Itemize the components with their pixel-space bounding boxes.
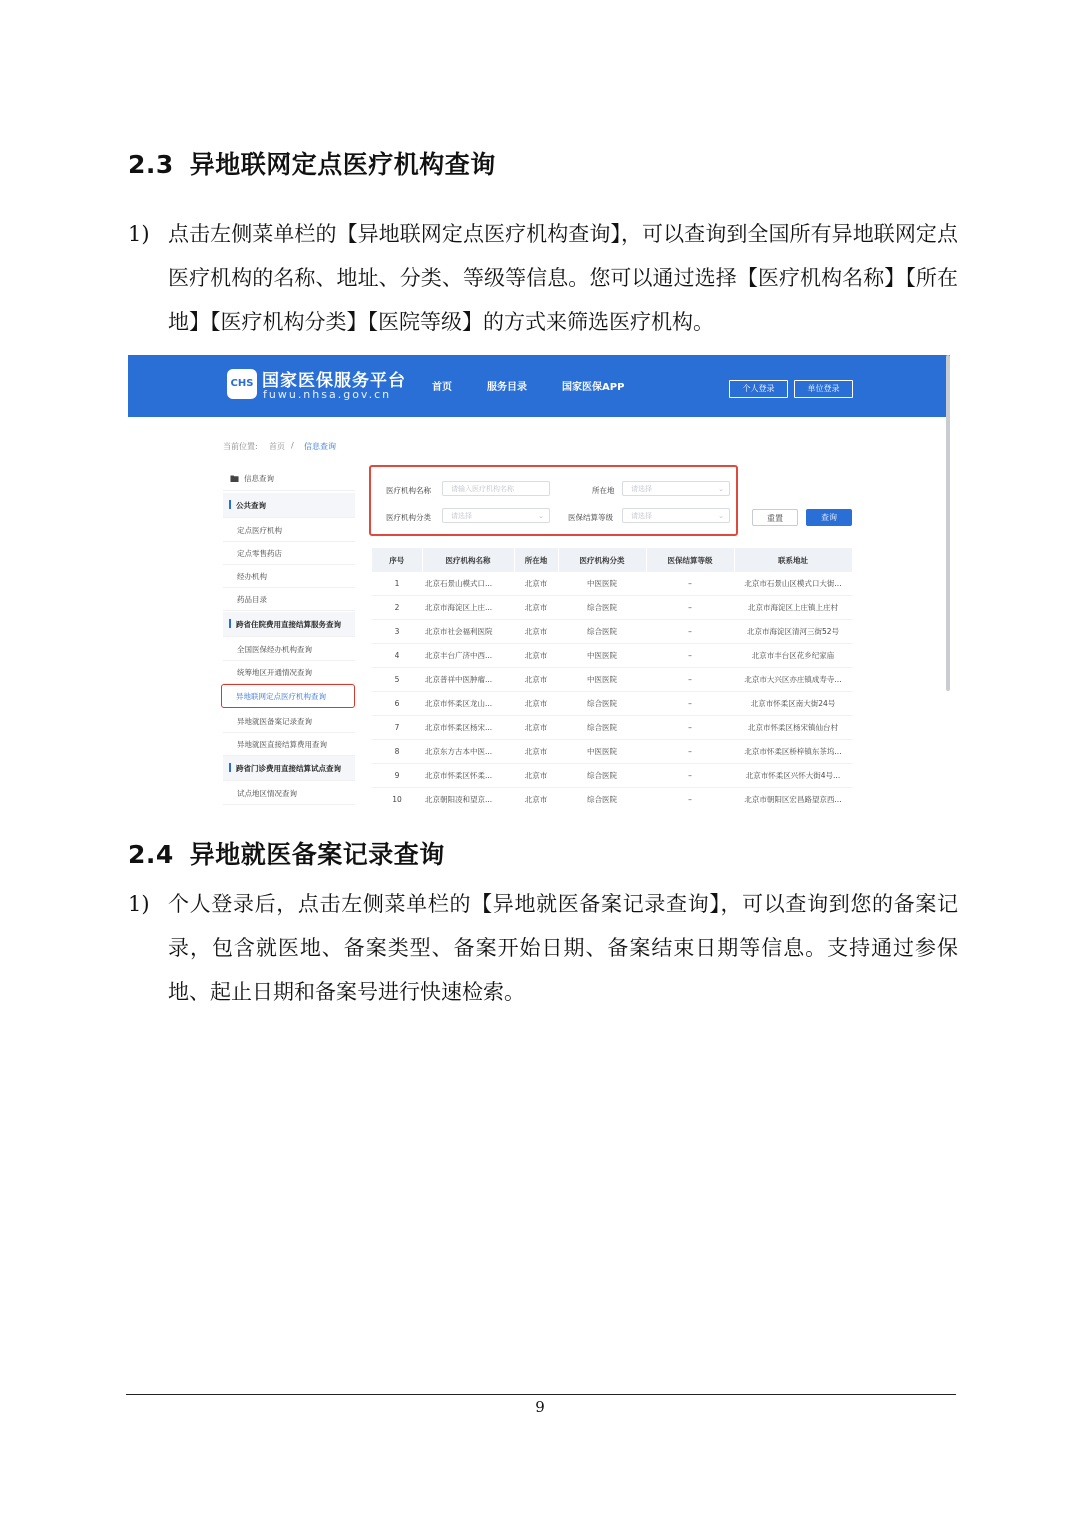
- sidebar-group-label: 跨省住院费用直接结算服务查询: [236, 620, 341, 629]
- page-number: 9: [535, 1398, 545, 1416]
- institution-name-input[interactable]: 请输入医疗机构名称: [442, 481, 550, 496]
- sidebar-item-label: 异地就医直接结算费用查询: [237, 740, 327, 749]
- table-cell: 北京市: [514, 788, 558, 806]
- breadcrumb-separator: /: [291, 441, 294, 450]
- table-cell: 7: [372, 716, 422, 740]
- sidebar-item-label: 异地就医备案记录查询: [237, 717, 312, 726]
- column-header: 医疗机构分类: [558, 548, 646, 572]
- section-heading-2-3: [128, 145, 496, 181]
- list-marker: 1): [128, 892, 150, 916]
- table-row: [372, 716, 852, 740]
- footer-rule: [126, 1394, 956, 1395]
- table-cell: 北京市: [514, 716, 558, 740]
- table-cell: 北京市: [514, 740, 558, 764]
- sidebar-item-pilot-region[interactable]: [223, 781, 355, 805]
- table-cell: 北京市怀柔区桥梓镇东茶坞...: [734, 740, 852, 764]
- list-marker: 1): [128, 222, 150, 246]
- sidebar-item-designated-pharmacy[interactable]: [223, 541, 355, 565]
- platform-title: 国家医保服务平台: [262, 371, 406, 391]
- table-row: [372, 572, 852, 596]
- table-cell: 北京市怀柔区杨宋...: [422, 716, 514, 740]
- sidebar-item-label: 试点地区情况查询: [237, 789, 297, 798]
- table-cell: –: [646, 740, 734, 764]
- location-placeholder: 请选择: [631, 485, 652, 493]
- group-marker-icon: [229, 619, 231, 628]
- sidebar-item-national-agency[interactable]: [223, 637, 355, 661]
- sidebar-item-label: 异地联网定点医疗机构查询: [236, 692, 326, 701]
- section-heading-2-4: [128, 835, 445, 871]
- table-cell: 北京市: [514, 596, 558, 620]
- table-row: [372, 620, 852, 644]
- table-cell: 北京市: [514, 620, 558, 644]
- scrollbar[interactable]: [946, 355, 950, 691]
- query-panel: [366, 466, 861, 805]
- table-cell: 北京市: [514, 668, 558, 692]
- chevron-down-icon: ⌄: [718, 512, 724, 520]
- sidebar-root[interactable]: [223, 466, 355, 491]
- level-placeholder: 请选择: [631, 512, 652, 520]
- sidebar-root-label: 信息查询: [244, 474, 274, 483]
- section-number: 2.3: [128, 150, 174, 179]
- table-cell: 综合医院: [558, 716, 646, 740]
- section-title: 异地联网定点医疗机构查询: [189, 150, 496, 179]
- paragraph-2-3: [128, 212, 958, 344]
- sidebar-item-label: 定点医疗机构: [237, 526, 282, 535]
- table-cell: 北京丰台广济中西...: [422, 644, 514, 668]
- sidebar-item-label: 定点零售药店: [237, 549, 282, 558]
- table-cell: –: [646, 596, 734, 620]
- table-row: [372, 788, 852, 806]
- table-cell: 中医医院: [558, 740, 646, 764]
- sidebar-item-label: 全国医保经办机构查询: [237, 645, 312, 654]
- table-cell: 综合医院: [558, 620, 646, 644]
- table-cell: 北京东方古本中医...: [422, 740, 514, 764]
- sidebar-item-agency[interactable]: [223, 564, 355, 588]
- table-cell: 北京市怀柔区龙山...: [422, 692, 514, 716]
- sidebar-item-remote-institution[interactable]: [221, 684, 355, 708]
- table-cell: –: [646, 716, 734, 740]
- sidebar-group-public[interactable]: [223, 493, 355, 518]
- query-button[interactable]: 查询: [806, 509, 852, 526]
- table-row: [372, 692, 852, 716]
- personal-login-button[interactable]: 个人登录: [729, 380, 788, 398]
- table-cell: 9: [372, 764, 422, 788]
- chevron-down-icon: ⌄: [718, 485, 724, 493]
- sidebar-item-designated-institution[interactable]: [223, 518, 355, 542]
- table-cell: 综合医院: [558, 692, 646, 716]
- table-cell: 北京朝阳凌和望京...: [422, 788, 514, 806]
- sidebar-group-label: 跨省门诊费用直接结算试点查询: [236, 764, 341, 773]
- table-cell: 北京市怀柔区杨宋镇仙台村: [734, 716, 852, 740]
- table-row: [372, 764, 852, 788]
- table-cell: 北京市大兴区亦庄镇成寿寺...: [734, 668, 852, 692]
- table-row: [372, 644, 852, 668]
- paragraph-text: 点击左侧菜单栏的【异地联网定点医疗机构查询】，可以查询到全国所有异地联网定点医疗机构的名称、地址、分类、等级等信息。您可以通过选择【医疗机构名称】【所在地】【医疗机构分类】【医院等级】的方式来筛选医疗机构。: [168, 222, 958, 334]
- table-cell: 北京市丰台区花乡纪家庙: [734, 644, 852, 668]
- sidebar-item-label: 药品目录: [237, 595, 267, 604]
- chs-logo-icon: CHS: [227, 369, 257, 399]
- breadcrumb-home[interactable]: 首页: [269, 442, 285, 451]
- table-cell: 北京市怀柔区兴怀大街4号...: [734, 764, 852, 788]
- table-cell: 北京市: [514, 692, 558, 716]
- sidebar-item-drug-catalog[interactable]: [223, 587, 355, 611]
- institution-table: [372, 548, 853, 805]
- table-cell: 中医医院: [558, 644, 646, 668]
- table-cell: 8: [372, 740, 422, 764]
- table-header-row: [372, 548, 852, 572]
- top-navigation-bar: [128, 355, 950, 417]
- table-cell: –: [646, 668, 734, 692]
- paragraph-text: 个人登录后，点击左侧菜单栏的【异地就医备案记录查询】，可以查询到您的备案记录，包含就医地、备案类型、备案开始日期、备案结束日期等信息。支持通过参保地、起止日期和备案号进行快速检索。: [168, 892, 958, 1004]
- column-header: 序号: [372, 548, 422, 572]
- table-cell: –: [646, 620, 734, 644]
- sidebar-item-filing-record[interactable]: [223, 709, 355, 733]
- group-marker-icon: [229, 500, 231, 509]
- sidebar-item-region-status[interactable]: [223, 660, 355, 684]
- table-cell: 中医医院: [558, 668, 646, 692]
- table-cell: –: [646, 572, 734, 596]
- nav-service-catalog[interactable]: 服务目录: [487, 382, 527, 393]
- table-cell: 北京市石景山区模式口大街...: [734, 572, 852, 596]
- table-row: [372, 740, 852, 764]
- table-cell: 北京市朝阳区宏昌路望京西...: [734, 788, 852, 806]
- table-cell: 北京市海淀区清河三街52号: [734, 620, 852, 644]
- table-cell: –: [646, 644, 734, 668]
- table-cell: 3: [372, 620, 422, 644]
- nav-home[interactable]: 首页: [432, 382, 452, 393]
- settlement-level-select[interactable]: [622, 508, 730, 523]
- table-cell: 6: [372, 692, 422, 716]
- category-label: 医疗机构分类: [386, 513, 431, 522]
- table-cell: 10: [372, 788, 422, 806]
- table-cell: –: [646, 788, 734, 806]
- institution-name-label: 医疗机构名称: [386, 486, 431, 495]
- table-cell: 北京市: [514, 644, 558, 668]
- sidebar-group-outpatient[interactable]: [223, 756, 355, 781]
- table-cell: 北京市怀柔区怀柔...: [422, 764, 514, 788]
- table-cell: 北京普祥中医肿瘤...: [422, 668, 514, 692]
- category-placeholder: 请选择: [451, 512, 472, 520]
- table-cell: 中医医院: [558, 572, 646, 596]
- group-marker-icon: [229, 763, 231, 772]
- table-cell: 北京市海淀区上庄镇上庄村: [734, 596, 852, 620]
- table-cell: 4: [372, 644, 422, 668]
- table-cell: –: [646, 764, 734, 788]
- table-cell: 北京市社会福利医院: [422, 620, 514, 644]
- section-title: 异地就医备案记录查询: [189, 840, 445, 869]
- reset-button[interactable]: 重置: [752, 509, 798, 526]
- settlement-level-label: 医保结算等级: [568, 513, 613, 522]
- table-cell: 北京市海淀区上庄...: [422, 596, 514, 620]
- table-cell: 综合医院: [558, 764, 646, 788]
- sidebar-group-inpatient[interactable]: [223, 612, 355, 637]
- table-cell: 综合医院: [558, 596, 646, 620]
- filter-highlight-box: [369, 465, 738, 536]
- location-select[interactable]: [622, 481, 730, 496]
- table-cell: 北京市: [514, 764, 558, 788]
- table-cell: 北京石景山模式口...: [422, 572, 514, 596]
- table-cell: 综合医院: [558, 788, 646, 806]
- folder-icon: 🖿: [230, 475, 240, 485]
- column-header: 医疗机构名称: [422, 548, 514, 572]
- section-number: 2.4: [128, 840, 174, 869]
- table-row: [372, 596, 852, 620]
- table-cell: –: [646, 692, 734, 716]
- sidebar-item-settlement-cost[interactable]: [223, 732, 355, 756]
- sidebar-item-label: 统筹地区开通情况查询: [237, 668, 312, 677]
- breadcrumb-label: 当前位置:: [223, 442, 258, 451]
- paragraph-2-4: [128, 882, 958, 1014]
- category-select[interactable]: [442, 508, 550, 523]
- embedded-screenshot: [128, 355, 950, 805]
- table-cell: 北京市怀柔区南大街24号: [734, 692, 852, 716]
- column-header: 医保结算等级: [646, 548, 734, 572]
- nav-app[interactable]: 国家医保APP: [562, 382, 625, 393]
- breadcrumb-current: 信息查询: [304, 442, 336, 451]
- table-cell: 5: [372, 668, 422, 692]
- sidebar-menu: [223, 466, 355, 805]
- table-cell: 2: [372, 596, 422, 620]
- sidebar-group-label: 公共查询: [236, 501, 266, 510]
- table-cell: 1: [372, 572, 422, 596]
- unit-login-button[interactable]: 单位登录: [794, 380, 853, 398]
- column-header: 联系地址: [734, 548, 852, 572]
- chevron-down-icon: ⌄: [538, 512, 544, 520]
- table-cell: 北京市: [514, 572, 558, 596]
- column-header: 所在地: [514, 548, 558, 572]
- table-row: [372, 668, 852, 692]
- sidebar-item-label: 经办机构: [237, 572, 267, 581]
- location-label: 所在地: [592, 486, 615, 495]
- platform-url: fuwu.nhsa.gov.cn: [263, 388, 392, 401]
